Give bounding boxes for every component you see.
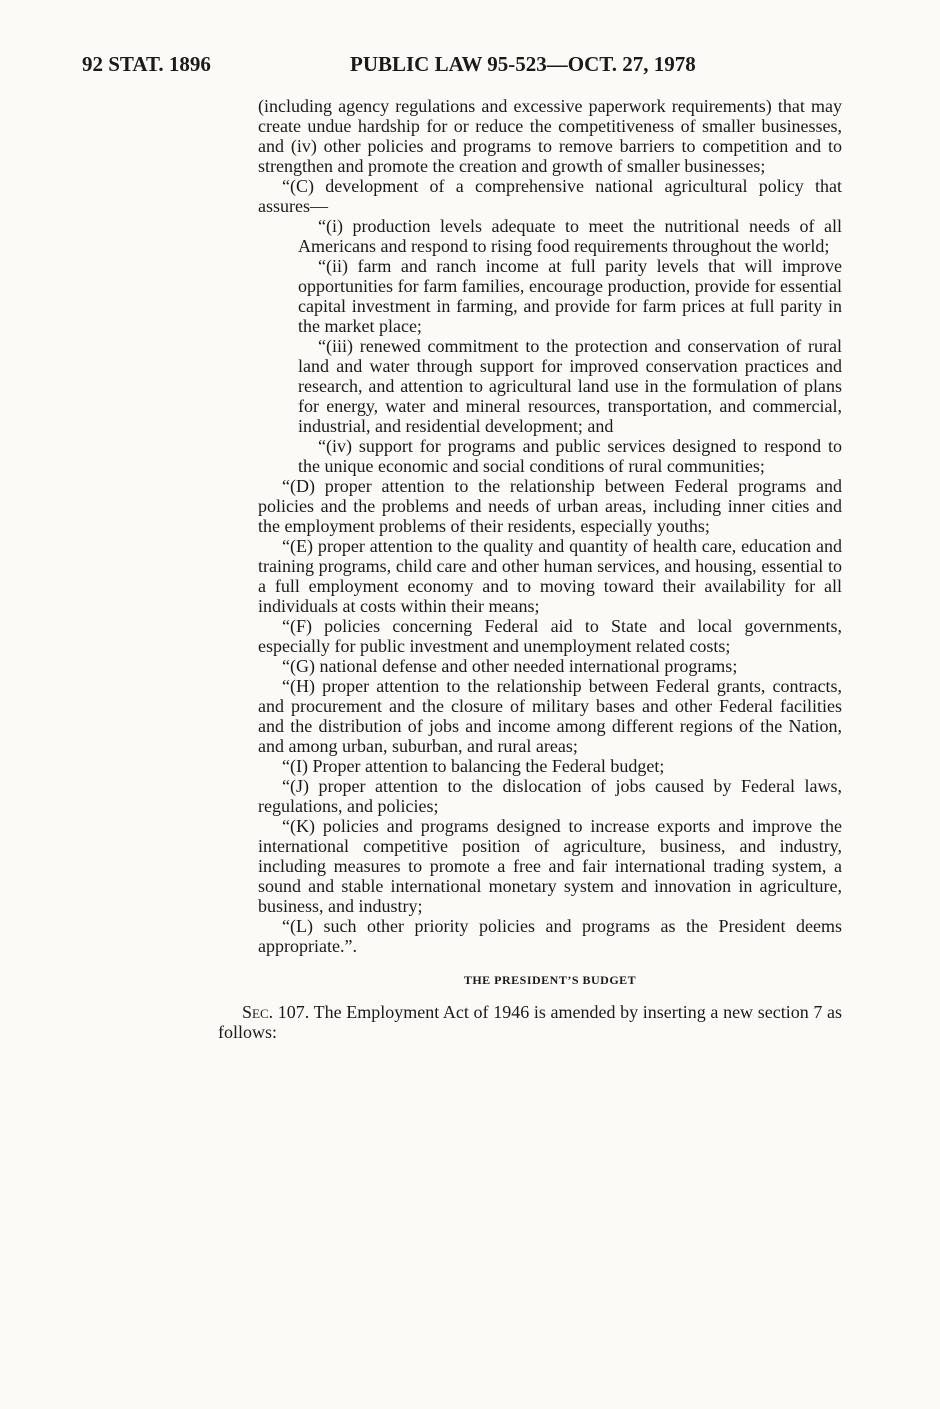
- paragraph-j: “(J) proper attention to the dislocation of jobs caused by Federal laws, regulations, and policies;: [258, 776, 842, 816]
- paragraph-i: “(I) Proper attention to balancing the Federal budget;: [282, 756, 665, 776]
- paragraph-intro: (including agency regulations and excessive paperwork requirements) that may create undue hardship for or reduce the competitiveness of smaller businesses, and (iv) other policies and programs to remove barriers to competition and to strengthen and promote the creation and growth of smaller businesses;: [258, 96, 842, 176]
- paragraph-c-iii: “(iii) renewed commitment to the protection and conservation of rural land and water through support for improved conservation practices and research, and attention to agricultural land use in the formulation of plans for energy, water and mineral resources, transportation, and commercial, industrial, and residential development; and: [298, 336, 842, 436]
- paragraph-l: “(L) such other priority policies and programs as the President deems appropriate.”.: [258, 916, 842, 956]
- section-label: Sec. 107.: [242, 1002, 310, 1022]
- paragraph-e: “(E) proper attention to the quality and quantity of health care, education and training programs, child care and other human services, and housing, essential to a full employment economy and to moving toward their availability for all individuals at costs within their means;: [258, 536, 842, 616]
- public-law-heading: PUBLIC LAW 95-523—OCT. 27, 1978: [350, 52, 696, 76]
- paragraph-c-i: “(i) production levels adequate to meet the nutritional needs of all Americans and respond to rising food requirements throughout the world;: [298, 216, 842, 256]
- paragraph-f: “(F) policies concerning Federal aid to State and local governments, especially for public investment and unemployment related costs;: [258, 616, 842, 656]
- section-text: The Employment Act of 1946 is amended by inserting a new section 7 as follows:: [218, 1002, 843, 1042]
- paragraph-c-iv: “(iv) support for programs and public services designed to respond to the unique economic and social conditions of rural communities;: [298, 436, 842, 476]
- paragraph-g: “(G) national defense and other needed international programs;: [282, 656, 738, 676]
- section-heading: THE PRESIDENT’S BUDGET: [463, 973, 637, 987]
- page-header: [0, 52, 940, 82]
- law-body: [218, 96, 843, 1042]
- paragraph-h: “(H) proper attention to the relationship between Federal grants, contracts, and procurement and the closure of military bases and other Federal facilities and the distribution of jobs and income among different regions of the Nation, and among urban, suburban, and rural areas;: [258, 676, 842, 756]
- paragraph-c: “(C) development of a comprehensive national agricultural policy that assures—: [258, 176, 842, 216]
- paragraph-c-ii: “(ii) farm and ranch income at full parity levels that will improve opportunities for farm families, encourage production, provide for essential capital investment in farming, and provide for farm prices at full parity in the market place;: [298, 256, 842, 336]
- paragraph-k: “(K) policies and programs designed to increase exports and improve the international competitive position of agriculture, business, and industry, including measures to promote a free and fair international trading system, a sound and stable international monetary system and innovation in agriculture, business, and industry;: [258, 816, 842, 916]
- section-107: [218, 1002, 842, 1042]
- statute-page-number: 92 STAT. 1896: [82, 52, 211, 76]
- paragraph-d: “(D) proper attention to the relationship between Federal programs and policies and the problems and needs of urban areas, including inner cities and the employment problems of their residents, especially youths;: [258, 476, 842, 536]
